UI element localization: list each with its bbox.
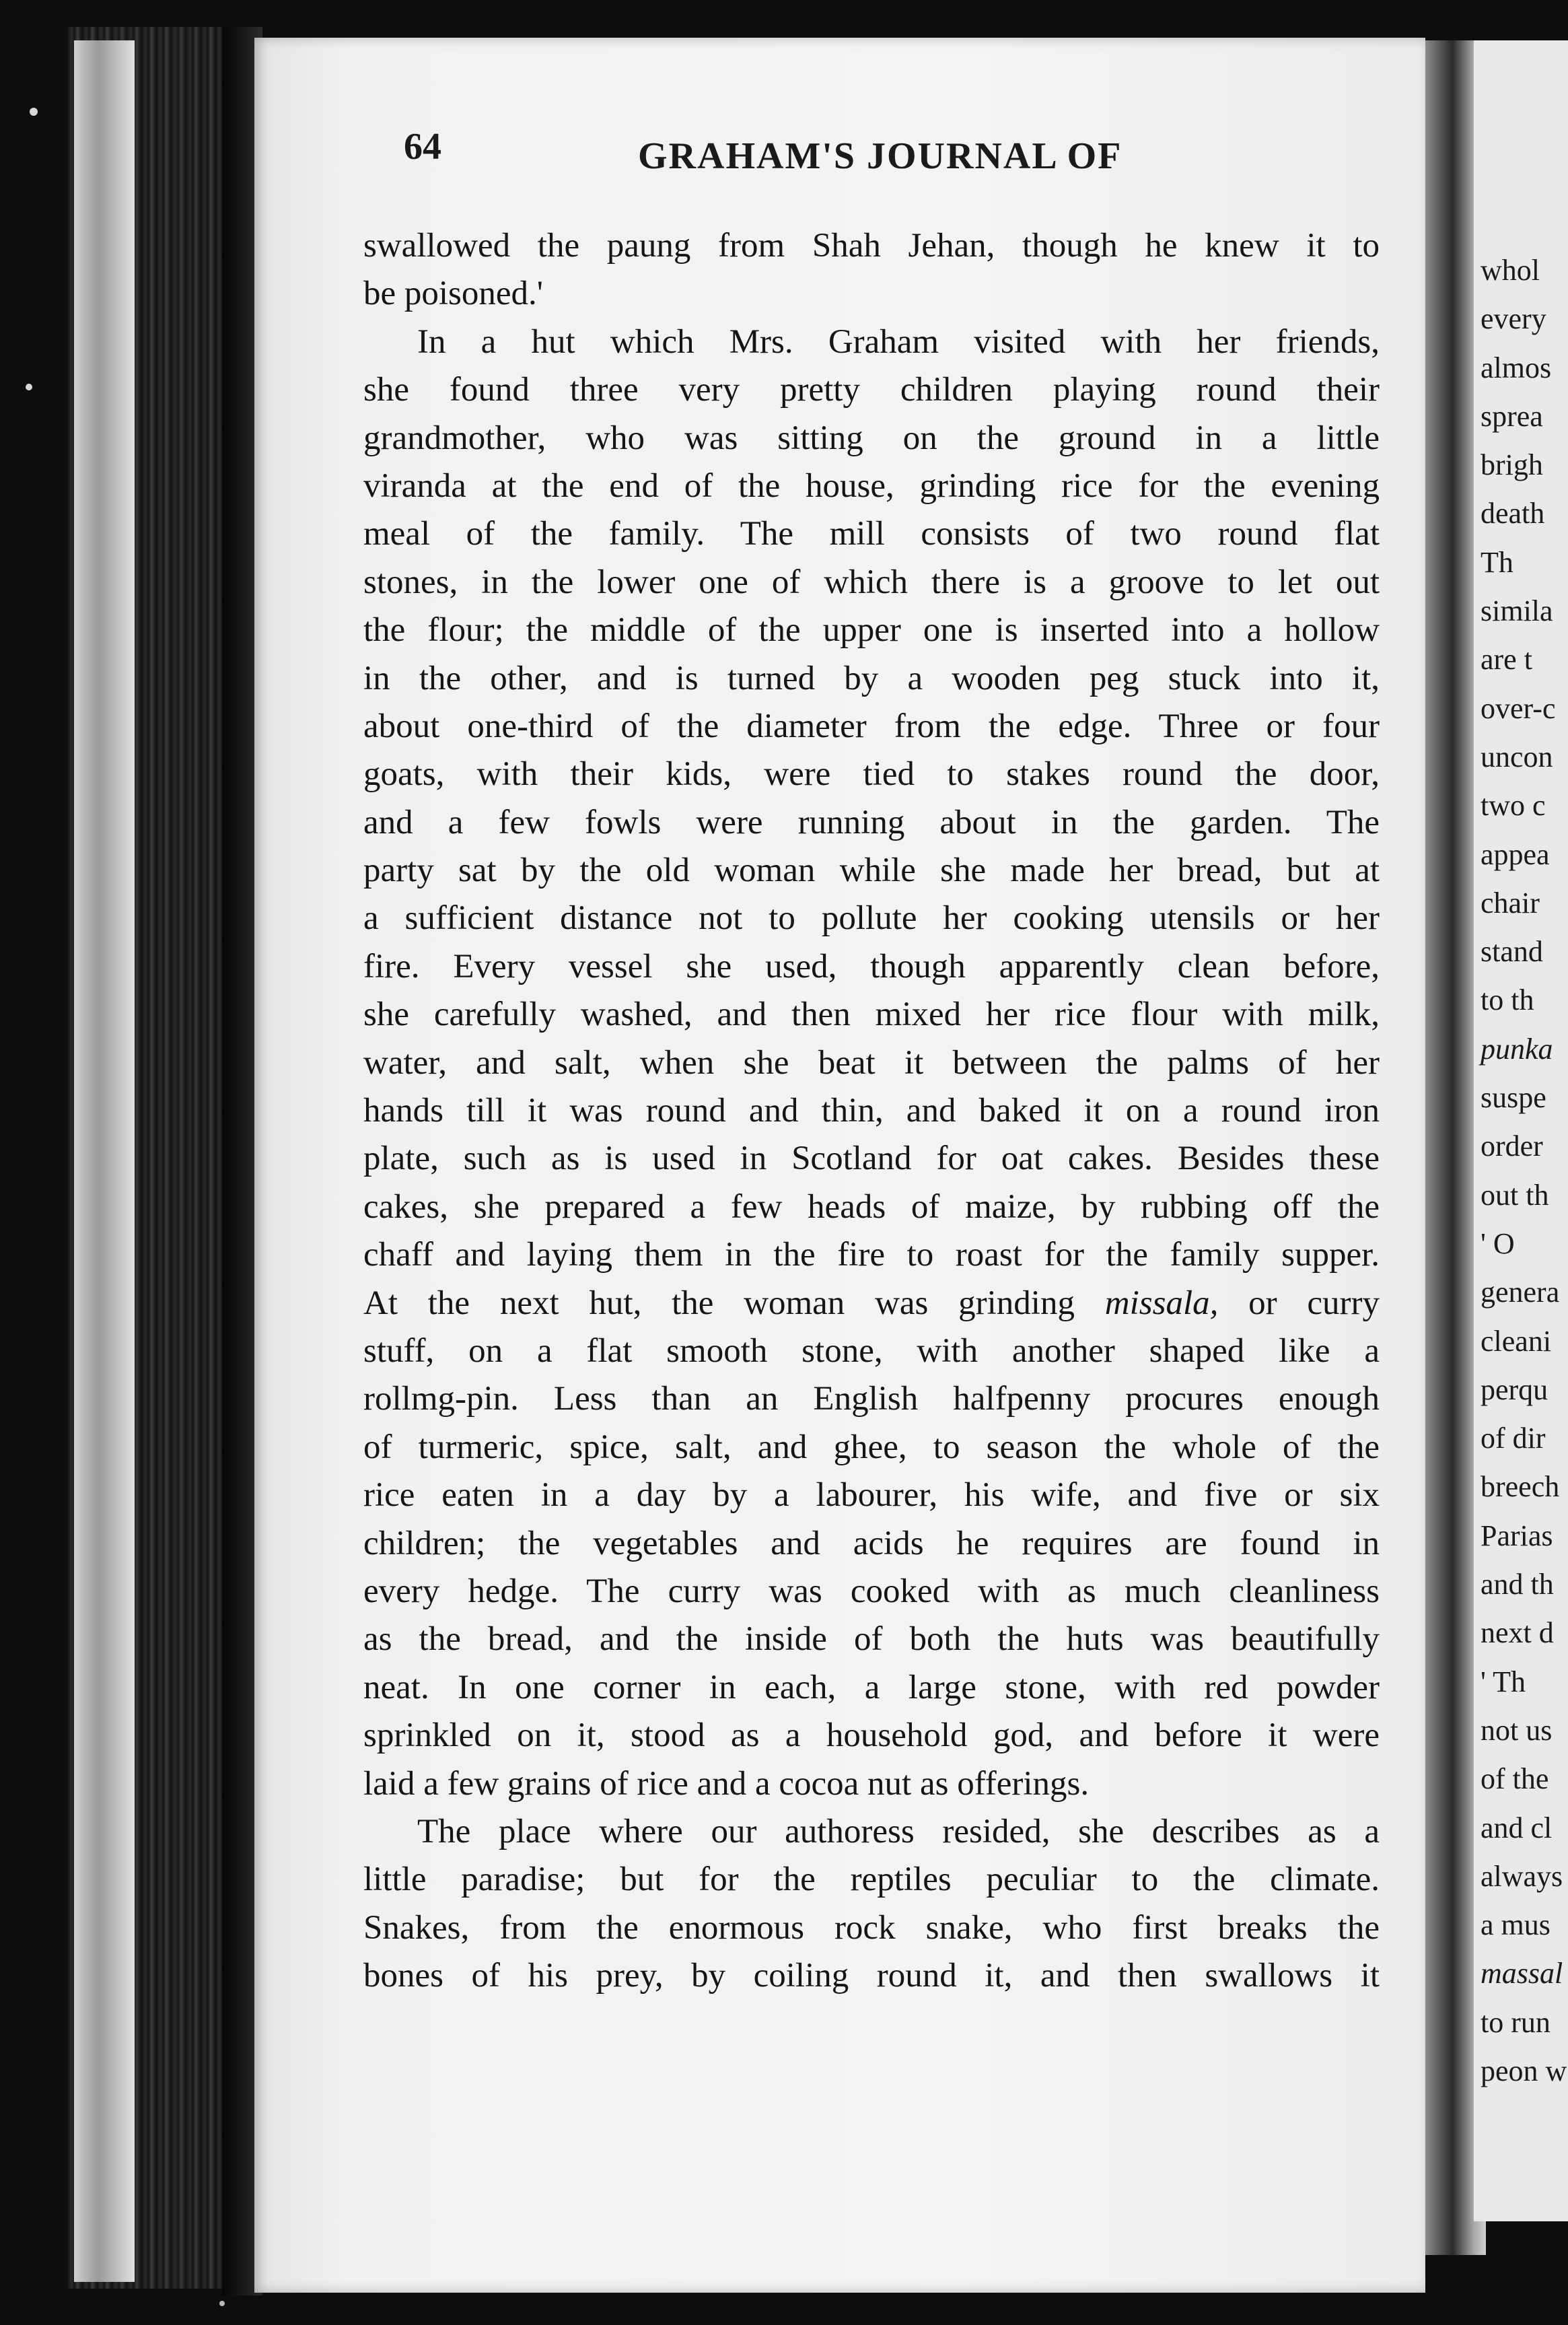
text-line: and a few fowls were running about in the garden. The <box>363 803 1380 841</box>
facing-page-fragment: Parias <box>1481 1519 1553 1552</box>
text-line: stones, in the lower one of which there is a groove to let out <box>363 563 1380 601</box>
text-line: neat. In one corner in each, a large stone, with red powder <box>363 1668 1380 1706</box>
text-line: laid a few grains of rice and a cocoa nut as offerings. <box>363 1764 1090 1803</box>
facing-page-fragment: suspe <box>1481 1081 1546 1115</box>
running-head: GRAHAM'S JOURNAL OF <box>638 135 1122 177</box>
text-line: about one-third of the diameter from the edge. Three or four <box>363 707 1380 745</box>
facing-page-fragment: two c <box>1481 789 1546 823</box>
text-line: fire. Every vessel she used, though apparently clean before, <box>363 947 1380 985</box>
italic-term: missala, <box>1104 1284 1219 1322</box>
facing-page-fragment: next d <box>1481 1616 1554 1650</box>
text-line: goats, with their kids, were tied to stakes round the door, <box>363 755 1380 794</box>
facing-page-fragment: stand <box>1481 935 1543 969</box>
text-line: in the other, and is turned by a wooden peg stuck into it, <box>363 659 1380 697</box>
text-segment: At the next hut, the woman was grinding <box>363 1284 1075 1322</box>
text-line: cakes, she prepared a few heads of maize, by rubbing off the <box>363 1187 1380 1226</box>
facing-page-fragment: to run <box>1481 2005 1551 2039</box>
facing-page-fragment: order <box>1481 1130 1543 1163</box>
facing-page-fragment: sprea <box>1481 399 1543 433</box>
facing-page-fragment: almos <box>1481 351 1552 384</box>
text-line: hands till it was round and thin, and baked it on a round iron <box>363 1092 1380 1130</box>
text-line-with-italic <box>363 1280 1380 1327</box>
facing-page-fragment: are t <box>1481 643 1532 676</box>
facing-page-fragment: a mus <box>1481 1908 1551 1942</box>
text-line: chaff and laying them in the fire to roast for the family supper. <box>363 1236 1380 1274</box>
facing-page-fragment: of the <box>1481 1762 1549 1796</box>
facing-page-fragment: breech <box>1481 1470 1560 1504</box>
text-line: Snakes, from the enormous rock snake, who first breaks the <box>363 1908 1380 1947</box>
text-line: stuff, on a flat smooth stone, with another shaped like a <box>363 1331 1380 1370</box>
facing-page-fragment: simila <box>1481 594 1553 628</box>
facing-page-fragment: whol <box>1481 254 1540 287</box>
facing-page-fragment: cleani <box>1481 1324 1552 1358</box>
text-line: rice eaten in a day by a labourer, his wife, and five or six <box>363 1476 1380 1515</box>
facing-page-fragment: chair <box>1481 886 1540 919</box>
text-line: she carefully washed, and then mixed her rice flour with milk, <box>363 996 1380 1034</box>
facing-page-fragment: genera <box>1481 1276 1560 1309</box>
facing-page-fragment: Th <box>1481 545 1513 579</box>
text-line: water, and salt, when she beat it between the palms of her <box>363 1043 1380 1082</box>
facing-page-fragment: appea <box>1481 837 1550 871</box>
facing-page-fragment: ' O <box>1481 1226 1515 1260</box>
page-body-text <box>363 222 1380 2000</box>
text-line: as the bread, and the inside of both the huts was beautifully <box>363 1620 1380 1659</box>
left-page-edge <box>74 40 135 2282</box>
facing-page-fragment: brigh <box>1481 448 1543 482</box>
text-line: grandmother, who was sitting on the ground in a little <box>363 419 1380 457</box>
text-line: bones of his prey, by coiling round it, and then swallows it <box>363 1957 1380 1995</box>
page-number: 64 <box>404 126 441 168</box>
text-line: The place where our authoress resided, she describes as a <box>417 1812 1380 1850</box>
facing-page-fragment: to th <box>1481 983 1534 1017</box>
facing-page-fragment: over-c <box>1481 691 1556 725</box>
text-line: meal of the family. The mill consists of two round flat <box>363 515 1380 553</box>
text-line: swallowed the paung from Shah Jehan, though he knew it to <box>363 227 1380 265</box>
facing-page-fragment: death <box>1481 497 1545 530</box>
text-line: rollmg-pin. Less than an English halfpenny procures enough <box>363 1380 1380 1418</box>
facing-page-fragment: uncon <box>1481 740 1553 773</box>
facing-page-fragment: not us <box>1481 1713 1553 1747</box>
facing-page-fragment: of dir <box>1481 1422 1546 1455</box>
text-segment: or curry <box>1248 1284 1380 1322</box>
facing-page-edge <box>1474 40 1568 2221</box>
text-line: sprinkled on it, stood as a household god, and before it were <box>363 1716 1380 1755</box>
facing-page-fragment: massal <box>1481 1957 1563 1990</box>
facing-page-fragment: perqu <box>1481 1373 1548 1406</box>
text-line: be poisoned.' <box>363 275 543 313</box>
text-line: of turmeric, spice, salt, and ghee, to season the whole of the <box>363 1428 1380 1466</box>
text-line: viranda at the end of the house, grinding rice for the evening <box>363 466 1380 505</box>
text-line: every hedge. The curry was cooked with as much cleanliness <box>363 1572 1380 1610</box>
facing-page-fragment: and cl <box>1481 1811 1553 1844</box>
text-line: she found three very pretty children playing round their <box>363 371 1380 409</box>
facing-page-fragment: and th <box>1481 1568 1554 1601</box>
text-line: little paradise; but for the reptiles peculiar to the climate. <box>363 1861 1380 1899</box>
text-line: In a hut which Mrs. Graham visited with her friends, <box>417 322 1380 361</box>
text-line: plate, such as is used in Scotland for oat cakes. Besides these <box>363 1140 1380 1178</box>
text-line: a sufficient distance not to pollute her cooking utensils or her <box>363 899 1380 938</box>
facing-page-fragment: every <box>1481 302 1546 336</box>
text-line: the flour; the middle of the upper one is inserted into a hollow <box>363 611 1380 650</box>
facing-page-fragment: punka <box>1481 1032 1553 1066</box>
facing-page-fragment: out th <box>1481 1178 1549 1212</box>
facing-page-fragment: peon w <box>1481 2054 1567 2087</box>
facing-page-fragment: always <box>1481 1859 1563 1893</box>
facing-page-fragment: ' Th <box>1481 1665 1526 1698</box>
text-line: children; the vegetables and acids he requires are found in <box>363 1524 1380 1562</box>
facing-page-text <box>1481 246 1567 2095</box>
text-line: party sat by the old woman while she made her bread, but at <box>363 852 1380 890</box>
